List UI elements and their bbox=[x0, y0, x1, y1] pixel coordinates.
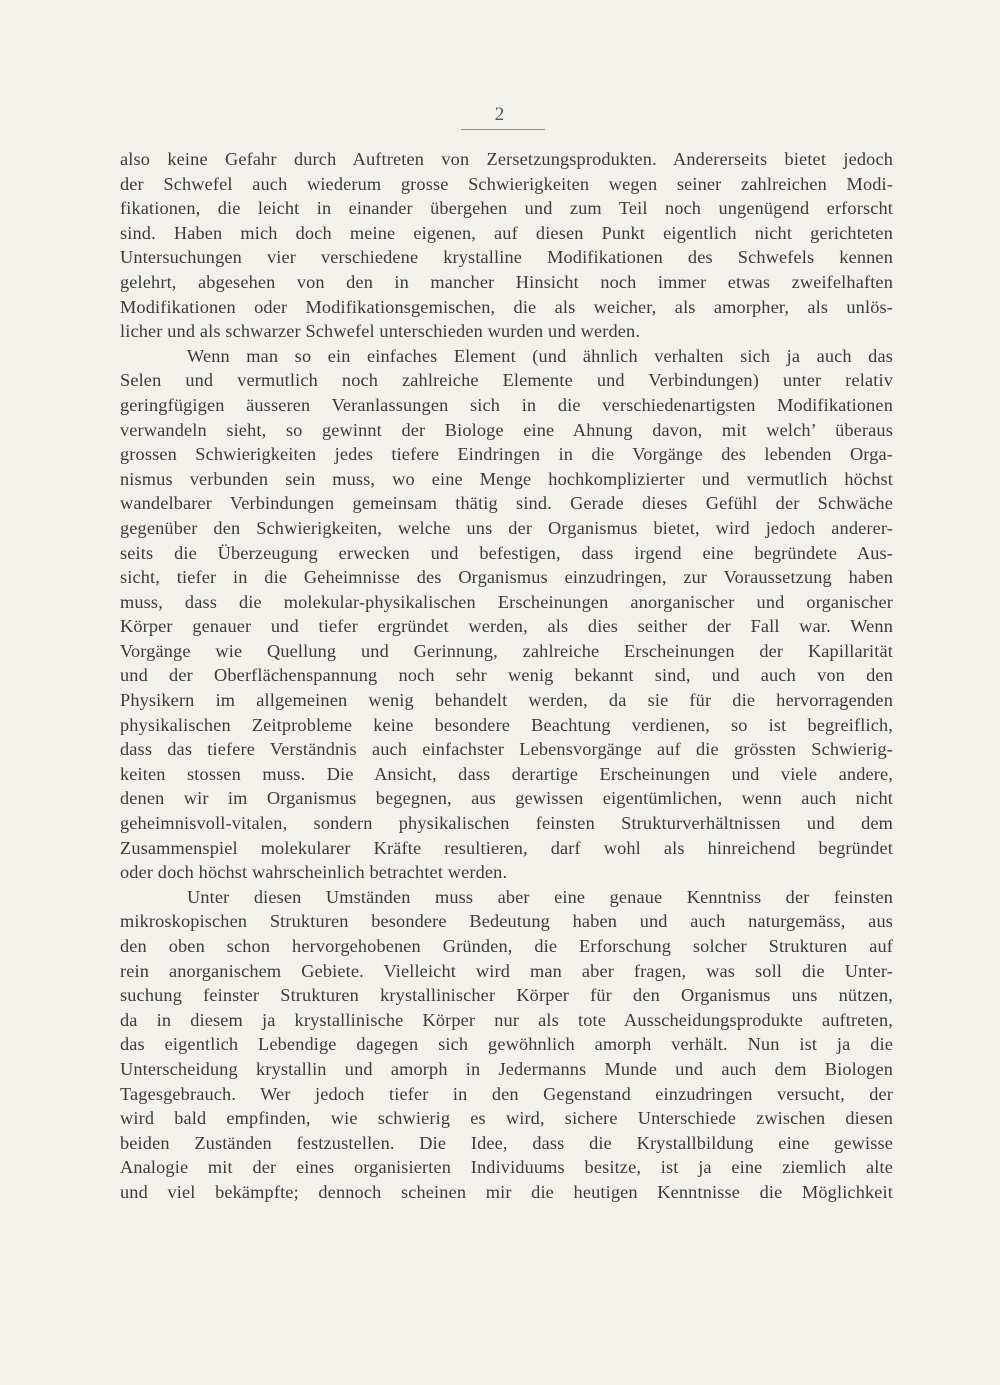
text-line: gegenüber den Schwierigkeiten, welche uns der Organismus bietet, wird jedoch anderer- bbox=[120, 517, 893, 538]
text-line: physikalischen Zeitprobleme keine besondere Beachtung verdienen, so ist begreiflich, bbox=[120, 714, 893, 735]
text-line: und viel bekämpfte; dennoch scheinen mir die heutigen Kenntnisse die Möglichkeit bbox=[120, 1181, 893, 1202]
text-line: sicht, tiefer in die Geheimnisse des Organismus einzudringen, zur Voraussetzung haben bbox=[120, 567, 893, 588]
text-line: Vorgänge wie Quellung und Gerinnung, zahlreiche Erscheinungen der Kapillarität bbox=[120, 640, 893, 661]
text-line: suchung feinster Strukturen krystallinischer Körper für den Organismus uns nützen, bbox=[120, 985, 893, 1006]
text-line: nismus verbunden sein muss, wo eine Menge hochkomplizierter und vermutlich höchst bbox=[120, 468, 893, 489]
text-line: Wenn man so ein einfaches Element (und ähnlich verhalten sich ja auch das bbox=[187, 345, 893, 366]
text-line: wandelbarer Verbindungen gemeinsam thätig sind. Gerade dieses Gefühl der Schwäche bbox=[120, 493, 893, 514]
text-line: keiten stossen muss. Die Ansicht, dass derartige Erscheinungen und viele andere, bbox=[120, 763, 893, 784]
text-line: geringfügigen äusseren Veranlassungen sich in die verschiedenartigsten Modifikationen bbox=[120, 394, 893, 415]
page-number: 2 bbox=[494, 104, 506, 125]
text-line: Modifikationen oder Modifikationsgemischen, die als weicher, als amorpher, als unlös- bbox=[120, 296, 893, 317]
body-text bbox=[120, 147, 893, 1205]
text-line: Physikern im allgemeinen wenig behandelt werden, da sie für die hervorragenden bbox=[120, 690, 893, 711]
text-line: das eigentlich Lebendige dagegen sich gewöhnlich amorph verhält. Nun ist ja die bbox=[120, 1034, 893, 1055]
header-rule bbox=[461, 129, 545, 130]
text-line: oder doch höchst wahrscheinlich betrachtet werden. bbox=[120, 862, 508, 883]
text-line: Analogie mit der eines organisierten Individuums besitze, ist ja eine ziemlich alte bbox=[120, 1157, 893, 1178]
text-line: muss, dass die molekular-physikalischen Erscheinungen anorganischer und organischer bbox=[120, 591, 893, 612]
text-line: und der Oberflächenspannung noch sehr wenig bekannt sind, und auch von den bbox=[120, 665, 893, 686]
text-line: fikationen, die leicht in einander übergehen und zum Teil noch ungenügend erforscht bbox=[120, 198, 893, 219]
text-line: geheimnisvoll-vitalen, sondern physikalischen feinsten Strukturverhältnissen und dem bbox=[120, 813, 893, 834]
text-line: denen wir im Organismus begegnen, aus gewissen eigentümlichen, wenn auch nicht bbox=[120, 788, 893, 809]
text-line: Unterscheidung krystallin und amorph in Jedermanns Munde und auch dem Biologen bbox=[120, 1058, 893, 1079]
text-line: sind. Haben mich doch meine eigenen, auf diesen Punkt eigentlich nicht gerichteten bbox=[120, 222, 893, 243]
text-line: Unter diesen Umständen muss aber eine genaue Kenntniss der feinsten bbox=[187, 886, 893, 907]
text-line: mikroskopischen Strukturen besondere Bedeutung haben und auch naturgemäss, aus bbox=[120, 911, 893, 932]
text-line: also keine Gefahr durch Auftreten von Zersetzungsprodukten. Andererseits bietet jedoch bbox=[120, 149, 893, 169]
text-line: Untersuchungen vier verschiedene krystalline Modifikationen des Schwefels kennen bbox=[120, 247, 893, 268]
text-line: gelehrt, abgesehen von den in mancher Hinsicht noch immer etwas zweifelhaften bbox=[120, 271, 893, 292]
text-line: beiden Zuständen festzustellen. Die Idee, dass die Krystallbildung eine gewisse bbox=[120, 1132, 893, 1153]
text-line: rein anorganischem Gebiete. Vielleicht wird man aber fragen, was soll die Unter- bbox=[120, 960, 893, 981]
text-line: seits die Überzeugung erwecken und befestigen, dass irgend eine begründete Aus- bbox=[120, 542, 893, 563]
text-line: verwandeln sieht, so gewinnt der Biologe eine Ahnung davon, mit welch’ überaus bbox=[120, 419, 893, 440]
text-line: Körper genauer und tiefer ergründet werden, als dies seither der Fall war. Wenn bbox=[120, 616, 893, 637]
text-line: den oben schon hervorgehobenen Gründen, die Erforschung solcher Strukturen auf bbox=[120, 936, 893, 956]
text-line: wird bald empfinden, wie schwierig es wird, sichere Unterschiede zwischen diesen bbox=[120, 1108, 893, 1129]
text-line: grossen Schwierigkeiten jedes tiefere Eindringen in die Vorgänge des lebenden Orga- bbox=[120, 444, 893, 465]
text-line: Selen und vermutlich noch zahlreiche Elemente und Verbindungen) unter relativ bbox=[120, 370, 893, 391]
text-line: da in diesem ja krystallinische Körper nur als tote Ausscheidungsprodukte auftreten, bbox=[120, 1009, 893, 1030]
text-line: dass das tiefere Verständnis auch einfachster Lebensvorgänge auf die grössten Schwierig- bbox=[120, 739, 893, 760]
text-line: der Schwefel auch wiederum grosse Schwierigkeiten wegen seiner zahlreichen Modi- bbox=[120, 173, 893, 194]
text-line: Zusammenspiel molekularer Kräfte resultieren, darf wohl als hinreichend begründet bbox=[120, 837, 893, 858]
text-line: Tagesgebrauch. Wer jedoch tiefer in den Gegenstand einzudringen versucht, der bbox=[120, 1083, 893, 1104]
text-line: licher und als schwarzer Schwefel unterschieden wurden und werden. bbox=[120, 321, 641, 342]
